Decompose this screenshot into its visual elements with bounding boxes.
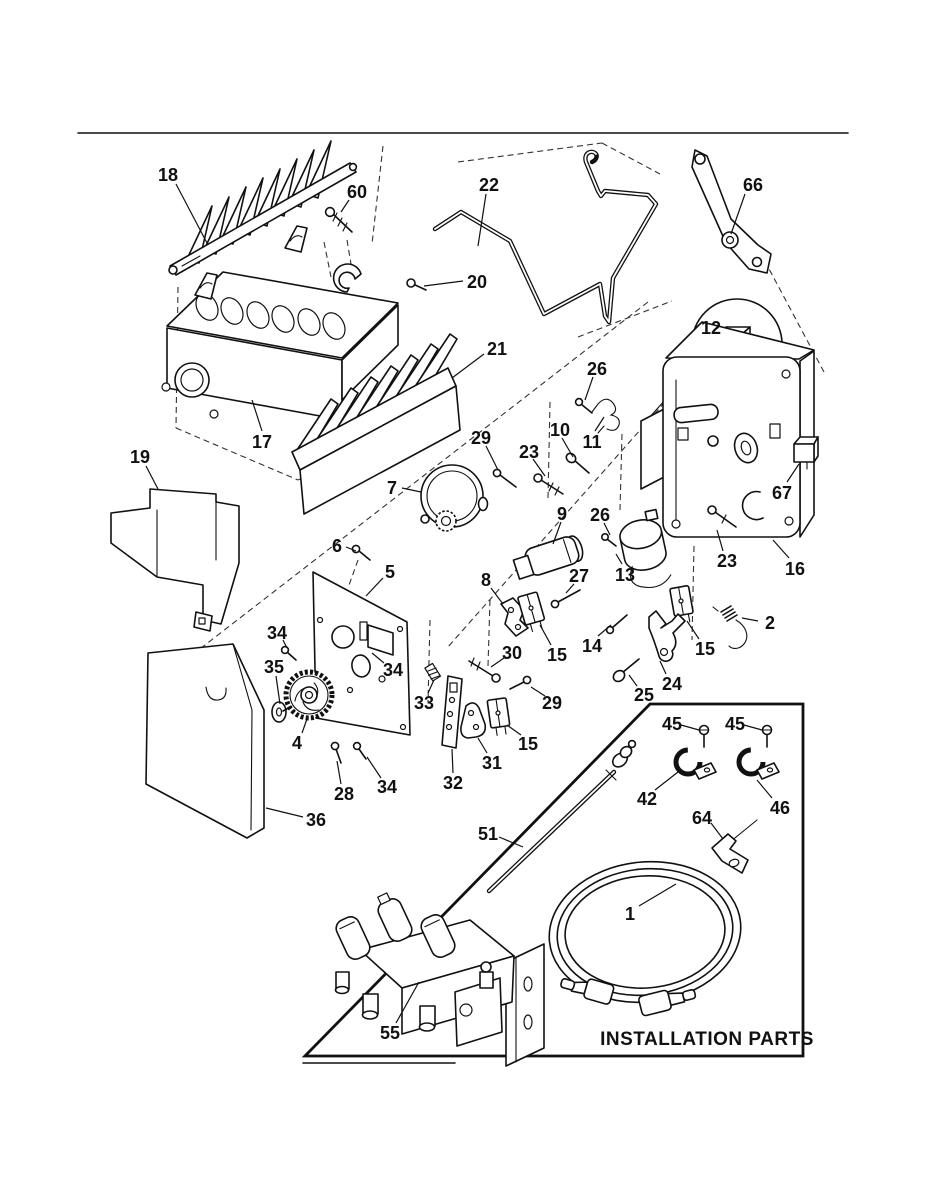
bracket-64	[712, 820, 757, 873]
door-panel	[146, 644, 264, 838]
leader-line-part-45-44	[681, 725, 699, 730]
part-label-10-10: 10	[549, 420, 571, 440]
leader-line-part-28-41	[337, 761, 341, 784]
part-label-2-25: 2	[764, 613, 776, 633]
clamp-42	[676, 750, 716, 779]
leader-line-part-29-12	[486, 446, 498, 470]
part-label-29-36: 29	[541, 693, 563, 713]
cover-19	[111, 489, 239, 631]
part-label-15-32: 15	[694, 639, 716, 659]
screw-29a	[493, 469, 516, 487]
leader-line-part-15-30	[540, 625, 551, 645]
part-label-34-28: 34	[382, 660, 404, 680]
leader-line-part-19-13	[146, 466, 158, 489]
part-label-15-30: 15	[546, 645, 568, 665]
installation-parts-box	[303, 704, 803, 1066]
part-label-46-47: 46	[769, 798, 791, 818]
part-label-23-24: 23	[716, 551, 738, 571]
screw-20	[407, 279, 426, 290]
leader-line-part-36-43	[266, 808, 303, 817]
part-label-1-50: 1	[624, 904, 636, 924]
strip-32	[442, 676, 462, 748]
screw-14	[607, 615, 627, 633]
installation-parts-title: INSTALLATION PARTS	[600, 1029, 814, 1050]
leader-line-part-1-50	[639, 884, 676, 906]
leader-line-part-20-4	[424, 281, 463, 286]
part-label-30-29: 30	[501, 643, 523, 663]
part-label-60-1: 60	[346, 182, 368, 202]
part-label-18-0: 18	[157, 165, 179, 185]
part-label-66-3: 66	[742, 175, 764, 195]
wire-clip-2	[713, 606, 747, 648]
part-label-4-37: 4	[291, 733, 303, 753]
leader-line-part-64-48	[711, 823, 723, 839]
leader-line-part-15-32	[687, 621, 699, 639]
part-label-35-27: 35	[263, 657, 285, 677]
part-label-34-42: 34	[376, 777, 398, 797]
part-label-9-15: 9	[556, 504, 568, 524]
leader-line-part-18-0	[176, 184, 207, 243]
screw-34c	[354, 743, 366, 759]
screw-28	[331, 742, 341, 763]
leader-line-part-42-46	[655, 772, 678, 790]
drive-motor	[421, 465, 488, 531]
screw-60	[326, 208, 352, 232]
part-label-45-45: 45	[724, 714, 746, 734]
part-label-42-46: 42	[636, 789, 658, 809]
part-label-51-49: 51	[477, 824, 499, 844]
part-label-25-33: 25	[633, 685, 655, 705]
part-label-31-39: 31	[481, 753, 503, 773]
leader-line-part-8-22	[491, 588, 503, 604]
screw-25	[611, 659, 639, 684]
screw-45b	[763, 726, 772, 748]
part-label-67-18: 67	[771, 483, 793, 503]
part-label-12-7: 12	[700, 318, 722, 338]
leader-line-part-26-8	[585, 377, 593, 400]
lever-arm	[692, 150, 771, 273]
screw-45a	[700, 726, 709, 748]
leader-line-part-34-42	[367, 757, 381, 778]
part-label-55-51: 55	[379, 1023, 401, 1043]
screw-6	[352, 545, 370, 560]
part-label-15-38: 15	[517, 734, 539, 754]
screw-26b	[602, 534, 616, 546]
part-label-20-4: 20	[466, 272, 488, 292]
leader-line-part-46-47	[757, 780, 772, 798]
part-label-28-41: 28	[333, 784, 355, 804]
part-label-14-31: 14	[581, 636, 603, 656]
part-label-23-11: 23	[518, 442, 540, 462]
screw-26a	[576, 399, 592, 413]
part-label-16-19: 16	[784, 559, 806, 579]
clamp-46	[739, 750, 779, 779]
part-label-32-40: 32	[442, 773, 464, 793]
leader-line-part-35-27	[276, 676, 280, 704]
part-label-6-20: 6	[331, 536, 343, 556]
part-label-22-2: 22	[478, 175, 500, 195]
leader-line-part-16-19	[773, 540, 789, 558]
leader-line-part-31-39	[478, 738, 487, 753]
spring-33	[425, 663, 441, 680]
fill-tube-51	[489, 741, 635, 891]
pad-31	[461, 703, 485, 738]
clip-11	[592, 399, 619, 433]
leader-line-part-11-9	[595, 417, 604, 431]
leader-line-part-5-21	[366, 578, 383, 596]
leader-line-part-4-37	[302, 719, 307, 733]
part-label-36-43: 36	[305, 810, 327, 830]
leader-line-part-7-14	[402, 488, 421, 492]
part-label-29-12: 29	[470, 428, 492, 448]
part-label-5-21: 5	[384, 562, 396, 582]
screw-29b	[510, 676, 531, 689]
leader-line-part-24-34	[660, 661, 666, 674]
part-label-11-9: 11	[582, 432, 602, 452]
water-valve-55	[333, 890, 544, 1066]
part-label-7-14: 7	[386, 478, 398, 498]
leader-line-part-22-2	[478, 194, 486, 246]
part-label-17-6: 17	[251, 432, 273, 452]
part-label-45-44: 45	[661, 714, 683, 734]
leader-line-part-13-17	[616, 554, 622, 564]
part-label-8-22: 8	[480, 570, 492, 590]
fork-arm-24	[649, 611, 685, 661]
part-label-33-35: 33	[413, 693, 435, 713]
part-label-34-26: 34	[266, 623, 288, 643]
part-label-64-48: 64	[691, 808, 713, 828]
part-label-27-23: 27	[568, 566, 590, 586]
part-label-13-17: 13	[614, 565, 636, 585]
leader-line-part-32-40	[452, 749, 453, 773]
switch-15c	[487, 698, 511, 736]
part-label-24-34: 24	[661, 674, 683, 694]
part-label-19-13: 19	[129, 447, 151, 467]
part-label-21-5: 21	[486, 339, 508, 359]
screw-30	[469, 658, 500, 682]
leader-line-part-45-45	[744, 725, 762, 730]
tubing-coil-1	[542, 852, 748, 1016]
part-label-26-8: 26	[586, 359, 608, 379]
fill-tube-wire	[435, 152, 656, 322]
icemaker-housing	[641, 322, 814, 537]
bolt-10	[564, 452, 589, 473]
drive-gear	[286, 672, 332, 718]
leader-line-part-2-25	[742, 618, 758, 621]
leader-line-part-21-5	[452, 354, 484, 378]
part-label-26-16: 26	[589, 505, 611, 525]
